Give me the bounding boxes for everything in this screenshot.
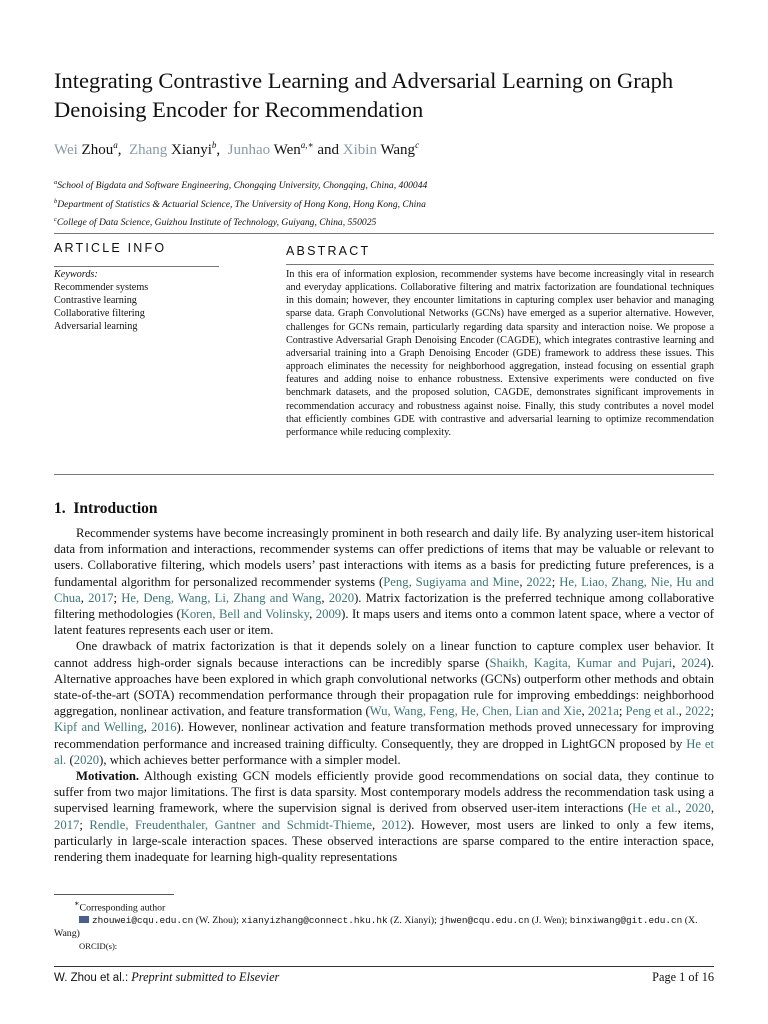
citation-link[interactable]: He, Deng, Wang, Li, Zhang and Wang xyxy=(121,590,322,605)
footnote-rule xyxy=(54,894,174,895)
paragraph-text: Recommender systems have become increasingly prominent in both research and daily life. By analyzing user-item historical data from information and interactions, recommender systems can offer predictions of items that may be valuable or relevant to users. Collaborative filtering, which models users’ past interactions with items as a basis for predicting future preferences, is a fundamental algorithm for personalized recommender systems ( xyxy=(54,526,714,589)
email-owner: (Z. Xianyi); xyxy=(387,915,440,927)
citation-link[interactable]: 2020 xyxy=(73,752,100,767)
citation-link[interactable]: 2020 xyxy=(685,801,711,816)
introduction-body xyxy=(54,525,714,865)
paragraph-text: ). However, most users are linked to only a few items, particularly in large-scale interaction spaces. These observed interactions are sparse compared to the entire interaction space, rendering them inadequate for learning high-quality representations xyxy=(54,817,715,865)
citation-link[interactable]: 2016 xyxy=(151,720,177,735)
abstract-text: In this era of information explosion, recommender systems have become increasingly vital in research and everyday applications. Collaborative filtering and matrix factorization are foundational techniques in this domain; however, they encounter limitations in capturing complex user behavior and managing sparse data. Graph Convolutional Networks (GCNs) have emerged as a superior alternative. However, challenges for GCNs remain, particularly regarding data sparsity and interaction noise. We propose a Contrastive Adversarial Graph Denoising Encoder (CAGDE), which integrates contrastive learning and adversarial training into a Graph Denoising Encoder (GDE) framework to address these issues. This approach eliminates the necessity for neighborhood aggregation, instead focusing on essential graph features and adding noise to enhance robustness. Extensive experiments were conducted on five benchmark datasets, and the proposed solution, CAGDE, demonstrates significant improvements in recommendation accuracy and robustness against noise. Finally, this study contributes a novel model that efficiently combines GDE with contrastive and adversarial learning to optimize recommendation performance while reducing complexity. xyxy=(286,269,714,438)
paragraph-text: , xyxy=(581,704,588,719)
citation-link[interactable]: 2022 xyxy=(685,704,711,719)
paragraph-text: ; xyxy=(618,704,626,719)
paragraph-text: , xyxy=(678,704,686,719)
orcid-label: ORCID(s): xyxy=(79,941,118,952)
paper-title: Integrating Contrastive Learning and Adversarial Learning on Graph Denoising Encoder for Recommendation xyxy=(54,68,674,122)
paragraph-text: , xyxy=(710,801,714,816)
email-address[interactable]: jhwen@cqu.edu.cn xyxy=(439,915,530,927)
author-1: Wei Zhou$^a$ xyxy=(54,140,118,158)
author-list: Wei Zhou$^a$, Zhang Xianyi$^b$, Junhao Wen$^{a,∗}$ and Xibin Wang$^c$ xyxy=(54,140,420,158)
footer-venue: Preprint submitted to Elsevier xyxy=(131,970,280,984)
paragraph-text: ). It maps users and items onto a common latent space, where a vector of latent features represents each user or item. xyxy=(54,607,714,638)
affiliations xyxy=(54,175,427,231)
top-rule xyxy=(54,233,714,234)
keywords-label: Keywords: xyxy=(54,269,98,280)
citation-link[interactable]: He et al. xyxy=(54,736,714,767)
paragraph-text: ; xyxy=(79,817,90,832)
author-3: Junhao Wen$^{a,∗}$ xyxy=(227,140,314,158)
paragraph-text: ( xyxy=(66,752,74,767)
keyword-item: Collaborative filtering xyxy=(54,308,145,319)
email-address[interactable]: binxiwang@git.edu.cn xyxy=(569,915,683,927)
author-2: Zhang Xianyi$^b$ xyxy=(128,140,217,158)
body-paragraph xyxy=(54,525,714,638)
citation-link[interactable]: Peng et al. xyxy=(625,704,679,719)
paragraph-text: ), which achieves better performance with a simpler model. xyxy=(99,752,401,767)
citation-link[interactable]: He et al. xyxy=(632,801,678,816)
footer-authors: W. Zhou et al.: xyxy=(54,972,129,984)
paragraph-text: Although existing GCN models efficiently provide good recommendations on social data, they continue to suffer from two major limitations. The first is data sparsity. Most contemporary models address the recommendation task using a supervised learning framework, where the supervision signal is derived from observed user-item interactions ( xyxy=(54,769,714,816)
citation-link[interactable]: 2022 xyxy=(526,574,552,589)
paragraph-text: ; xyxy=(551,574,560,589)
email-icon xyxy=(79,916,89,923)
citation-link[interactable]: 2017 xyxy=(54,817,80,832)
paragraph-text: , xyxy=(80,590,89,605)
paragraph-text: , xyxy=(677,801,686,816)
email-list xyxy=(54,914,714,940)
citation-link[interactable]: 2012 xyxy=(381,817,408,832)
citation-link[interactable]: 2009 xyxy=(315,607,342,622)
footer-rule xyxy=(54,966,714,967)
paragraph-text: ). Alternative approaches have been explored in which graph convolutional networks (GCNs) outperform other methods and obtain state-of-the-art (SOTA) recommendation performance through their propagation rule for improving embeddings: neighborhood aggregation, nonlinear activation, and feature transformation ( xyxy=(54,655,715,719)
paragraph-text: , xyxy=(321,590,329,605)
abstract-rule xyxy=(286,264,714,265)
body-paragraph xyxy=(54,638,714,768)
paragraph-text: ). However, nonlinear activation and feature transformation methods proved unnecessary for improving recommendation performance and increased training difficulty. Consequently, they are dropped in LightGCN proposed by xyxy=(54,720,714,751)
keyword-item: Recommender systems xyxy=(54,282,149,293)
citation-link[interactable]: 2017 xyxy=(88,590,114,605)
paragraph-text: , xyxy=(519,574,527,589)
paragraph-text: ; xyxy=(710,704,715,719)
citation-link[interactable]: Wu, Wang, Feng, He, Chen, Lian and Xie xyxy=(369,704,582,719)
author-4: Xibin Wang$^c$ xyxy=(342,140,420,158)
paragraph-run-in-heading: Motivation. xyxy=(76,769,140,784)
citation-link[interactable]: 2020 xyxy=(328,590,355,605)
paragraph-text: , xyxy=(309,607,316,622)
paragraph-text: , xyxy=(371,817,382,832)
article-info-heading: ARTICLE INFO xyxy=(54,241,167,255)
section-heading: 1. Introduction xyxy=(54,500,158,517)
citation-link[interactable]: Peng, Sugiyama and Mine xyxy=(383,574,520,589)
affiliation-c: $^c$College of Data Science, Guizhou Institute of Technology, Guiyang, China, 550025 xyxy=(54,216,377,229)
email-owner: (W. Zhou); xyxy=(193,915,242,927)
body-paragraph xyxy=(54,768,714,865)
affiliation-b: $^b$Department of Statistics & Actuarial Science, The University of Hong Kong, Hong Kong, China xyxy=(54,197,426,210)
paragraph-text: , xyxy=(672,655,682,670)
corresponding-author-note: ∗Corresponding author xyxy=(74,899,166,914)
abstract-bottom-rule xyxy=(54,474,714,475)
citation-link[interactable]: Shaikh, Kagita, Kumar and Pujari xyxy=(489,655,673,670)
keyword-item: Contrastive learning xyxy=(54,295,137,306)
affiliation-a: $^a$School of Bigdata and Software Engineering, Chongqing University, Chongqing, China, 400044 xyxy=(54,179,428,192)
citation-link[interactable]: Rendle, Freudenthaler, Gantner and Schmidt-Thieme xyxy=(89,817,372,832)
citation-link[interactable]: Kipf and Welling xyxy=(54,720,144,735)
citation-link[interactable]: He, Liao, Zhang, Nie, Hu and Chua xyxy=(54,574,714,605)
paragraph-text: ; xyxy=(113,590,122,605)
footnote xyxy=(54,897,714,953)
email-owner: (X. Wang) xyxy=(54,915,698,940)
paragraph-text: , xyxy=(143,720,152,735)
email-address[interactable]: zhouwei@cqu.edu.cn xyxy=(92,915,194,927)
email-address[interactable]: xianyizhang@connect.hku.hk xyxy=(241,915,388,927)
citation-link[interactable]: 2021a xyxy=(587,704,619,719)
paragraph-text: One drawback of matrix factorization is that it depends solely on a linear function to capture complex user behavior. It cannot address high-order signals because interactions can be incredibly sparse ( xyxy=(54,639,714,670)
citation-link[interactable]: 2024 xyxy=(681,655,707,670)
email-owner: (J. Wen); xyxy=(529,915,570,927)
abstract-heading: ABSTRACT xyxy=(286,244,371,258)
keywords-block xyxy=(54,268,219,333)
keyword-item: Adversarial learning xyxy=(54,321,138,332)
paragraph-text: ). Matrix factorization is the preferred technique among collaborative filtering methodologies ( xyxy=(54,590,715,622)
citation-link[interactable]: Koren, Bell and Volinsky xyxy=(180,607,310,622)
page-number: Page 1 of 16 xyxy=(652,970,714,984)
footer-left xyxy=(54,970,279,985)
article-info-rule xyxy=(54,266,219,267)
